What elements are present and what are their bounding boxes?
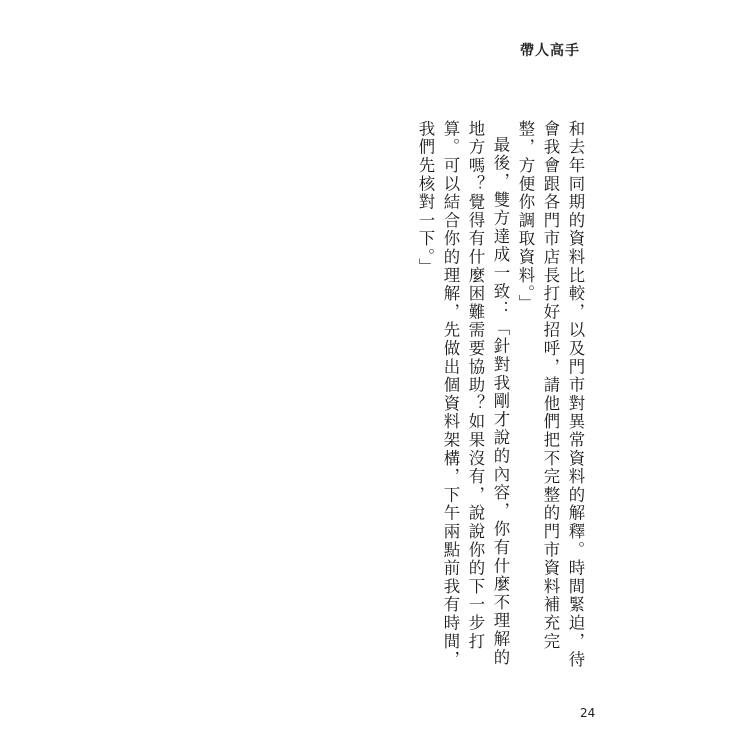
paragraph-1: 和去年同期的資料比較，以及門市對異常資料的解釋。時間緊迫，待會我會跟各門市店長打好招呼，請他們把不完整的門市資料補充完整，方便你調取資料。」 [516,120,585,669]
body-text [413,120,588,680]
page-number: 24 [580,706,596,720]
paragraph-2: 最後，雙方達成一致：「針對我剛才說的內容，你有什麼不理解的地方嗎？覺得有什麼困難需要協助？如果沒有，說說你的下一步打算。可以結合你的理解，先做出個資料架構，下午兩點前我有時間，我們先核對一下。」 [416,120,510,669]
running-head-title: 帶人高手 [520,43,580,59]
